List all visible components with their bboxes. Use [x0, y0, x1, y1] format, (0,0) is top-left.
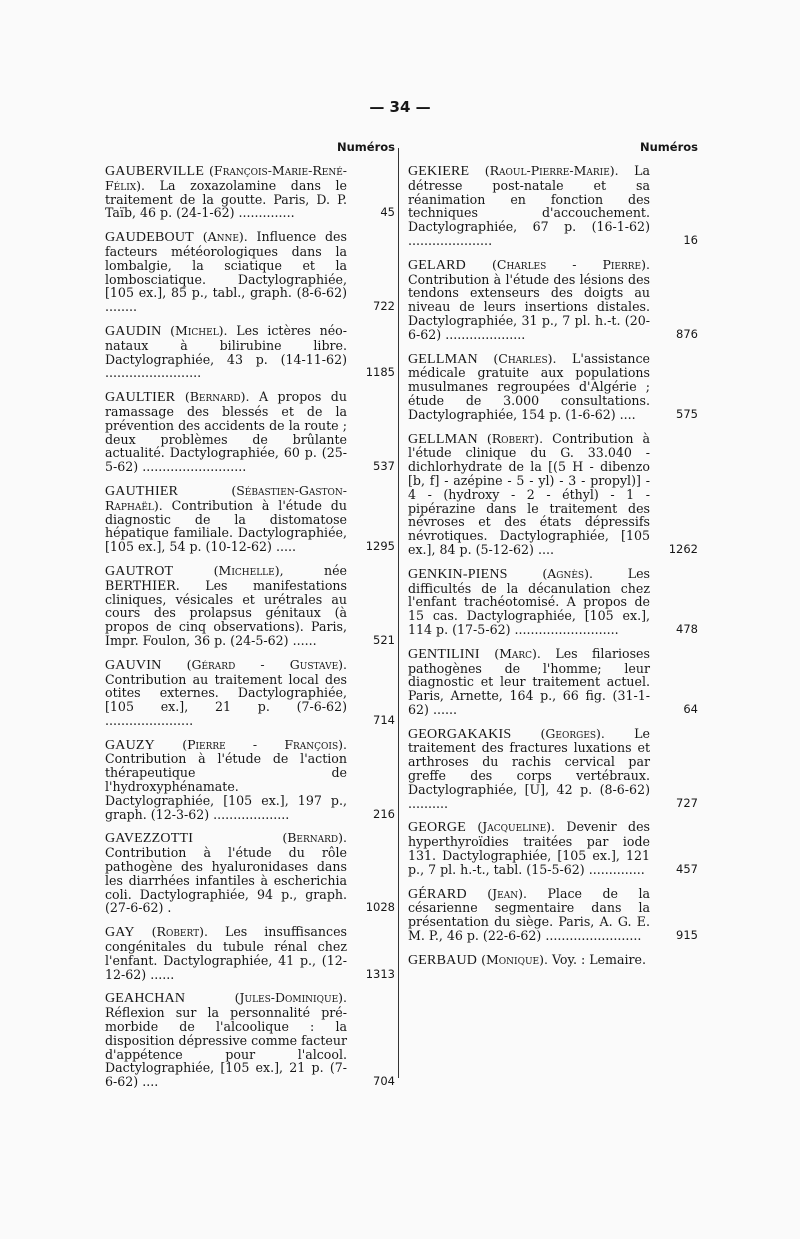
entry-description: Contribution à l'étude des lésions des tendons extenseurs des doigts au niveau de leurs insertions distales. Dactylographiée, 31 p., 7 pl. h.-t. (20-6-62) ....................	[408, 271, 650, 342]
bibliography-entry	[408, 258, 698, 342]
bibliography-entry	[408, 727, 698, 811]
left-entry-list	[105, 164, 395, 1089]
entry-number: 216	[373, 806, 395, 821]
entry-author: GAUTROT	[105, 563, 174, 579]
entry-author: GEAHCHAN	[105, 991, 186, 1007]
entry-number: 16	[683, 232, 698, 247]
entry-description: née BERTHIER. Les manifestations cliniques, vésicales et urétrales au cours des prolapsus génitaux (à propos de cinq observations). Paris, Impr. Foulon, 36 p. (24-5-62) ......	[105, 562, 347, 648]
right-entry-list	[408, 164, 698, 968]
entry-given-names: (Michelle),	[213, 562, 284, 578]
column-header: Numéros	[639, 140, 698, 154]
column-divider	[398, 148, 399, 1078]
entry-author: GEKIERE	[408, 164, 470, 179]
entry-author: GELARD	[408, 257, 466, 273]
entry-number: 478	[676, 621, 698, 636]
entry-given-names: (Michel).	[170, 322, 228, 338]
entry-number: 575	[676, 406, 698, 421]
entry-author: GEORGE	[408, 820, 466, 836]
entry-author: GAY	[105, 925, 135, 941]
entry-given-names: (Bernard).	[184, 389, 250, 405]
entry-number: 722	[373, 299, 395, 314]
entry-author: GENKIN-PIENS	[408, 566, 508, 582]
entry-given-names: (Gérard - Gustave).	[186, 656, 347, 672]
entry-author: GELLMAN	[408, 431, 478, 447]
column-header: Numéros	[336, 140, 395, 154]
entry-description: Contribution à l'étude clinique du G. 33.040 - dichlorhydrate de la [(5 H - dibenzo [b, f] - azépine - 5 - yl) - 3 - propyl)] - 4 - (hydroxy - 2 - éthyl) - 1 - pipérazine dans le traitement des névroses et des états dépressifs névrotiques. Dactylographiée, [105 ex.], 84 p. (5-12-62) ....	[408, 430, 650, 557]
bibliography-entry	[105, 738, 395, 822]
entry-author: GAUZY	[105, 737, 155, 753]
entry-given-names: (Bernard).	[282, 830, 347, 846]
entry-description: Place de la césarienne segmentaire dans la présentation du siège. Paris, A. G. E. M. P., 46 p. (22-6-62) ........................	[408, 885, 650, 944]
bibliography-entry	[105, 324, 395, 380]
entry-description: Contribution à l'étude du rôle pathogène des hyaluronidases dans les diarrhées infantiles à escherichia coli. Dactylographiée, 94 p., graph. (27-6-62) .	[105, 845, 347, 916]
bibliography-entry	[408, 953, 698, 968]
bibliography-entry	[408, 164, 698, 248]
entry-author: GEORGAKAKIS	[408, 726, 512, 742]
bibliography-entry	[105, 564, 395, 648]
bibliography-entry	[408, 647, 698, 717]
entry-author: GELLMAN	[408, 351, 478, 367]
entry-description: L'assistance médicale gratuite aux populations musulmanes regroupées d'Algérie ; étude de 3.000 consultations. Dactylographiée, 154 p. (1-6-62) ....	[408, 350, 650, 422]
entry-author: GAUDIN	[105, 323, 162, 339]
entry-number: 45	[380, 205, 395, 220]
entry-number: 876	[676, 326, 698, 341]
bibliography-entry	[105, 925, 395, 981]
entry-given-names: (Jacqueline).	[477, 819, 555, 835]
entry-given-names: (Jean).	[487, 885, 527, 901]
entry-description: Les filarioses pathogènes de l'homme; leur diagnostic et leur traitement actuel. Paris, Arnette, 164 p., 66 fig. (31-1-62) ......	[408, 645, 650, 717]
left-column	[105, 140, 395, 1099]
bibliography-entry	[105, 484, 395, 554]
entry-given-names: (Pierre - François).	[182, 736, 347, 752]
entry-given-names: (François-Marie-René-Félix).	[105, 163, 347, 193]
entry-given-names: (Anne).	[202, 229, 248, 245]
entry-description: Les insuffisances congénitales du tubule rénal chez l'enfant. Dactylographiée, 41 p., (12-12-62) ......	[105, 924, 347, 982]
entry-number: 727	[676, 795, 698, 810]
entry-given-names: (Monique).	[481, 951, 548, 967]
entry-number: 537	[373, 459, 395, 474]
entry-number: 1313	[365, 966, 395, 981]
page-number: — 34 —	[369, 98, 431, 116]
bibliography-entry	[105, 831, 395, 915]
bibliography-entry	[105, 991, 395, 1089]
entry-given-names: (Georges).	[540, 725, 605, 741]
entry-author: GERBAUD	[408, 952, 478, 968]
entry-given-names: (Raoul-Pierre-Marie).	[484, 163, 619, 178]
entry-description: Les difficultés de la décanulation chez l'enfant trachéotomisé. A propos de 15 cas. Dactylographiée, [105 ex.], 114 p. (17-5-62) ..........................	[408, 565, 650, 637]
bibliography-entry	[408, 887, 698, 943]
entry-author: GAUDEBOUT	[105, 230, 194, 246]
entry-number: 1262	[668, 541, 698, 556]
entry-description: La détresse post-natale et sa réanimation en fonction des techniques d'accouchement. Dactylographiée, 67 p. (16-1-62) .....................	[408, 163, 650, 248]
entry-given-names: (Jules-Dominique).	[234, 990, 347, 1006]
bibliography-entry	[408, 352, 698, 422]
entry-number: 714	[373, 712, 395, 727]
bibliography-entry	[408, 432, 698, 557]
bibliography-entry	[105, 230, 395, 314]
bibliography-entry	[408, 820, 698, 876]
entry-given-names: (Charles).	[493, 350, 557, 366]
entry-number: 1185	[365, 365, 395, 380]
entry-description: Contribution à l'étude du diagnostic de la distomatose hépatique familiale. Dactylographiée, [105 ex.], 54 p. (10-12-62) .....	[105, 497, 347, 555]
entry-given-names: (Charles - Pierre).	[492, 256, 650, 272]
entry-author: GAVEZZOTTI	[105, 831, 194, 847]
entry-number: 915	[676, 928, 698, 943]
bibliography-entry	[105, 164, 395, 220]
bibliography-entry	[105, 658, 395, 728]
entry-description: A propos du ramassage des blessés et de la prévention des accidents de la route ; deux problèmes de brûlante actualité. Dactylographiée, 60 p. (25-5-62) ..........................	[105, 389, 347, 475]
entry-given-names: (Robert).	[151, 924, 208, 940]
bibliography-entry	[408, 567, 698, 637]
entry-description: La zoxazolamine dans le traitement de la goutte. Paris, D. P. Taïb, 46 p. (24-1-62) ..............	[105, 177, 347, 221]
entry-description: Le traitement des fractures luxations et arthroses du rachis cervical par greffe des corps vertébraux. Dactylographiée, [U], 42 p. (8-6-62) ..........	[408, 725, 650, 811]
entry-number: 1028	[365, 900, 395, 915]
entry-description: Contribution à l'étude de l'action thérapeutique de l'hydroxyphénamate. Dactylographiée, [105 ex.], 197 p., graph. (12-3-62) ...................	[105, 751, 347, 822]
entry-author: GÉRARD	[408, 886, 467, 902]
entry-author: GAUTHIER	[105, 483, 179, 499]
bibliography-entry	[105, 390, 395, 474]
entry-author: GENTILINI	[408, 646, 480, 662]
right-column	[408, 140, 698, 978]
entry-given-names: (Agnès).	[542, 565, 593, 581]
entry-description: Influence des facteurs météorologiques dans la lombalgie, la sciatique et la lombosciatique. Dactylographiée, [105 ex.], 85 p., tabl., graph. (8-6-62) ........	[105, 229, 347, 315]
entry-number: 521	[373, 632, 395, 647]
entry-author: GAULTIER	[105, 390, 176, 406]
entry-description: Devenir des hyperthyroïdies traitées par iode 131. Dactylographiée, [105 ex.], 121 p., 7 pl. h.-t., tabl. (15-5-62) ..............	[408, 819, 650, 877]
entry-author: GAUVIN	[105, 657, 162, 673]
entry-description: Contribution au traitement local des otites externes. Dactylographiée, [105 ex.], 21 p. (7-6-62) ......................	[105, 671, 347, 728]
entry-description: Voy. : Lemaire.	[551, 951, 646, 967]
entry-number: 704	[373, 1074, 395, 1089]
entry-given-names: (Sébastien-Gaston-Raphaël).	[105, 482, 347, 513]
entry-number: 457	[676, 861, 698, 876]
entry-author: GAUBERVILLE	[105, 164, 205, 179]
entry-description: Réflexion sur la personnalité pré-morbide de l'alcoolique : la disposition dépressive comme facteur d'appétence pour l'alcool. Dactylographiée, [105 ex.], 21 p. (7-6-62) ....	[105, 1005, 347, 1090]
entry-number: 1295	[365, 539, 395, 554]
entry-description: Les ictères néo-nataux à bilirubine libre. Dactylographiée, 43 p. (14-11-62) ........................	[105, 322, 347, 381]
entry-given-names: (Marc).	[494, 645, 541, 661]
entry-given-names: (Robert).	[486, 430, 544, 446]
entry-number: 64	[683, 701, 698, 716]
